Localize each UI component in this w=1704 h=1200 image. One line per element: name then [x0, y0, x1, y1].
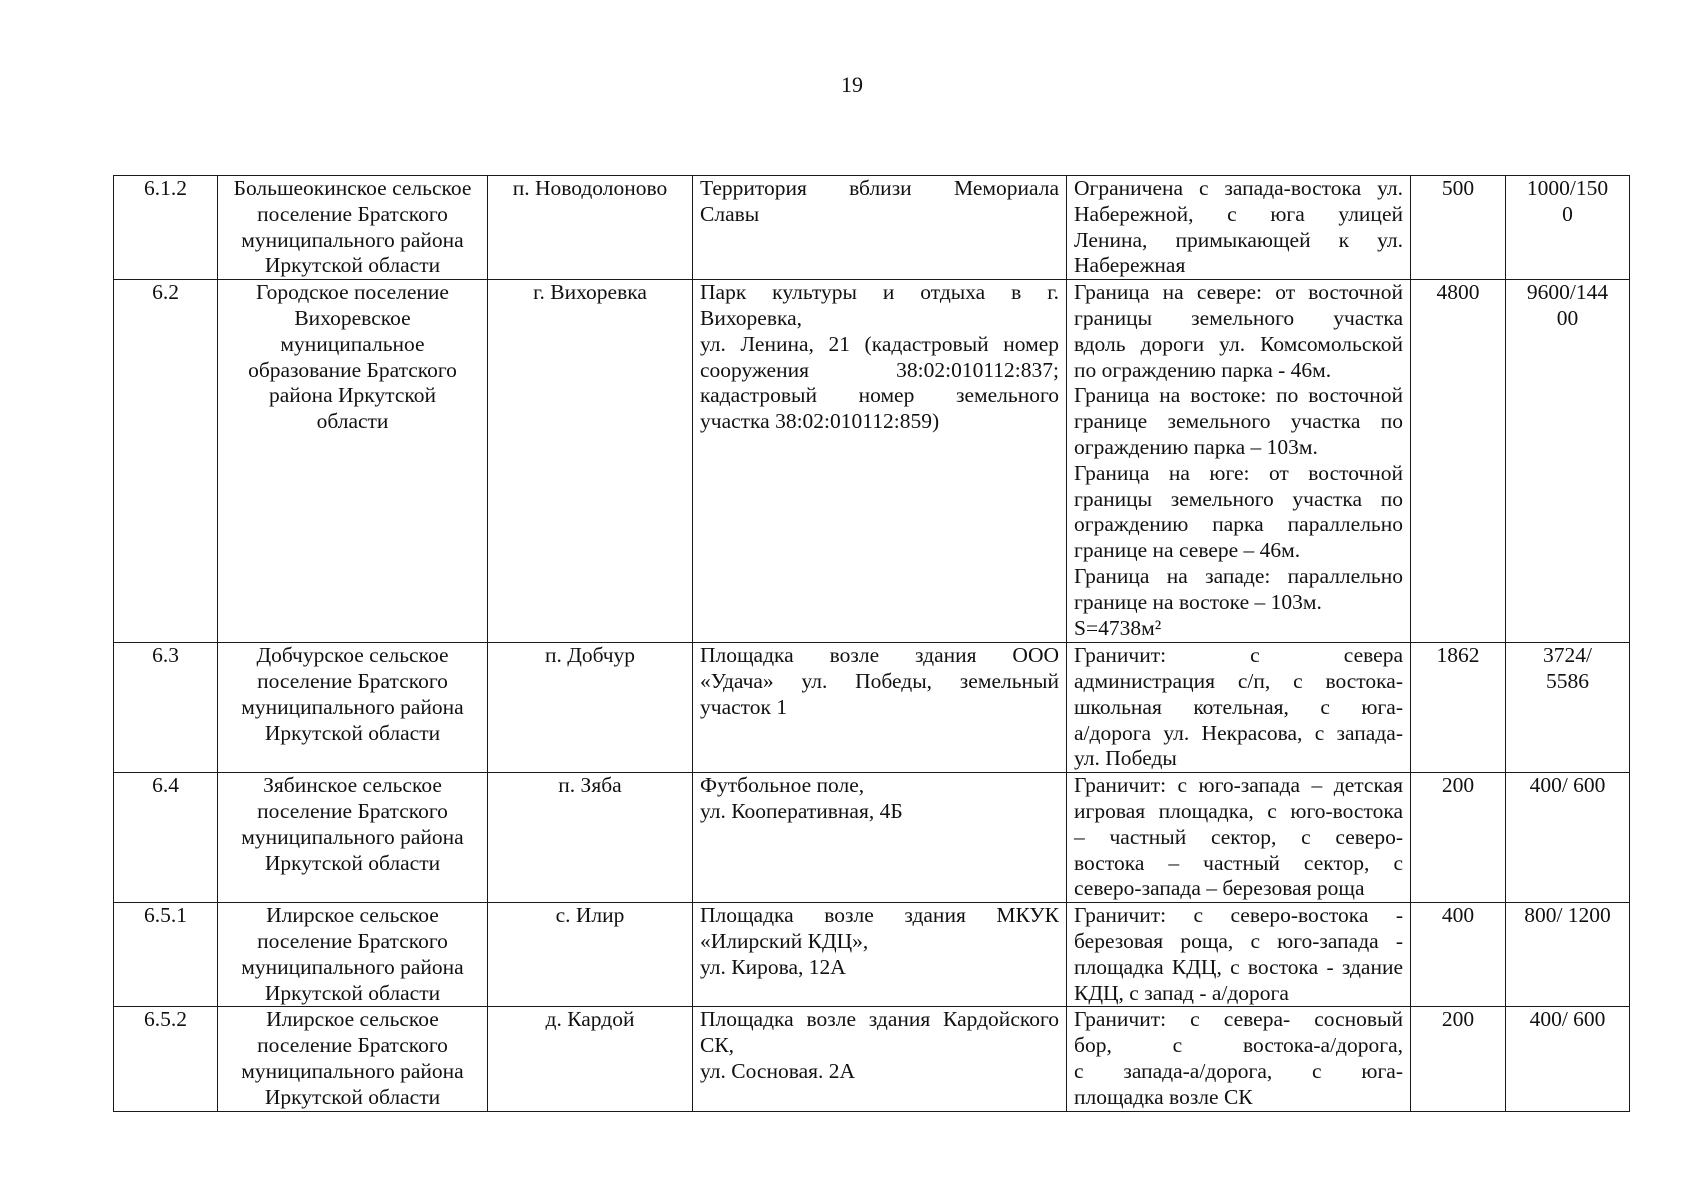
text-line: Площадка возле здания МКУК: [700, 903, 1059, 928]
text-line: Иркутской области: [264, 720, 441, 745]
text-line: 00: [1556, 305, 1579, 330]
area-value: 400: [1411, 903, 1506, 1007]
text-line: муниципальное: [280, 331, 425, 356]
area-value: 4800: [1411, 280, 1506, 643]
text-line: 3724/: [1543, 643, 1592, 668]
table-row: [114, 773, 1630, 903]
text-line: 400/ 600: [1529, 1007, 1606, 1032]
text-line: школьная котельная, с юга-: [1074, 694, 1403, 719]
text-line: Граница на севере: от восточной: [1074, 280, 1403, 305]
text-line: «Илирский КДЦ»,: [700, 928, 869, 953]
text-line: ограждению парка параллельно: [1074, 512, 1403, 537]
text-line: поселение Братского: [257, 668, 448, 693]
place-description: [693, 1007, 1067, 1111]
text-line: ул. Кирова, 12А: [700, 954, 846, 979]
page-number: 19: [841, 72, 863, 97]
text-line: Вихоревское: [294, 305, 411, 330]
text-line: Городское поселение: [256, 280, 449, 305]
text-line: муниципального района: [241, 694, 464, 719]
text-line: площадка КДЦ, с востока - здание: [1074, 954, 1403, 979]
locality: с. Илир: [488, 903, 693, 1007]
capacity-value: [1506, 280, 1630, 643]
table-row: [114, 1007, 1630, 1111]
text-line: Иркутской области: [264, 253, 441, 278]
text-line: Территория вблизи Мемориала: [700, 176, 1059, 200]
text-line: Граница на востоке: по восточной: [1074, 383, 1403, 408]
text-line: Граница на западе: параллельно: [1074, 563, 1403, 588]
text-line: ул. Сосновая. 2А: [700, 1058, 856, 1083]
text-line: Набережной, с юга улицей: [1074, 201, 1403, 226]
text-line: – частный сектор, с северо-: [1074, 824, 1403, 849]
text-line: муниципального района: [241, 227, 464, 252]
area-value: 500: [1411, 176, 1506, 280]
text-line: участка 38:02:010112:859): [700, 409, 940, 434]
place-description: [693, 773, 1067, 903]
text-line: образование Братского: [248, 357, 457, 382]
text-line: Площадка возле здания Кардойского: [700, 1007, 1059, 1032]
capacity-value: [1506, 903, 1630, 1007]
text-line: границы земельного участка: [1074, 305, 1403, 330]
text-line: Илирское сельское: [266, 1007, 439, 1032]
text-line: администрация с/п, с востока-: [1074, 668, 1403, 693]
row-number: 6.4: [114, 773, 218, 903]
locality: п. Новодолоново: [488, 176, 693, 280]
settlement-areas-table: [113, 175, 1630, 1112]
capacity-value: [1506, 1007, 1630, 1111]
text-line: участок 1: [700, 694, 788, 719]
text-line: Футбольное поле,: [700, 773, 865, 798]
boundary-description: [1067, 643, 1411, 773]
text-line: 400/ 600: [1529, 773, 1606, 798]
locality: г. Вихоревка: [488, 280, 693, 643]
text-line: Большеокинское сельское: [233, 176, 472, 200]
capacity-value: [1506, 773, 1630, 903]
place-description: [693, 176, 1067, 280]
area-value: 200: [1411, 773, 1506, 903]
settlement-name: [218, 773, 488, 903]
place-description: [693, 643, 1067, 773]
text-line: поселение Братского: [257, 201, 448, 226]
text-line: березовая роща, с юго-запада -: [1074, 928, 1403, 953]
place-description: [693, 903, 1067, 1007]
row-number: 6.1.2: [114, 176, 218, 280]
capacity-value: [1506, 643, 1630, 773]
text-line: Иркутской области: [264, 980, 441, 1005]
text-line: Граница на юге: от восточной: [1074, 460, 1403, 485]
text-line: границы земельного участка по: [1074, 486, 1403, 511]
table-row: [114, 643, 1630, 773]
text-line: Ленина, примыкающей к ул.: [1074, 227, 1403, 252]
text-line: Парк культуры и отдыха в г.: [700, 280, 1059, 305]
text-line: бор, с востока-а/дорога,: [1074, 1033, 1403, 1058]
text-line: Славы: [700, 201, 760, 226]
text-line: области: [316, 409, 389, 434]
boundary-description: [1067, 1007, 1411, 1111]
area-value: 1862: [1411, 643, 1506, 773]
boundary-description: [1067, 176, 1411, 280]
text-line: северо-запада – березовая роща: [1074, 876, 1365, 901]
area-value: 200: [1411, 1007, 1506, 1111]
boundary-description: [1067, 903, 1411, 1007]
text-line: муниципального района: [241, 954, 464, 979]
text-line: 0: [1562, 201, 1573, 226]
text-line: границе на севере – 46м.: [1074, 538, 1301, 563]
settlement-name: [218, 280, 488, 643]
settlement-name: [218, 1007, 488, 1111]
text-line: 1000/150: [1526, 176, 1609, 200]
text-line: «Удача» ул. Победы, земельный: [700, 668, 1059, 693]
boundary-description: [1067, 280, 1411, 643]
capacity-value: [1506, 176, 1630, 280]
text-line: 5586: [1546, 668, 1589, 693]
text-line: ограждению парка – 103м.: [1074, 434, 1318, 459]
text-line: ул. Кооперативная, 4Б: [700, 798, 903, 823]
row-number: 6.2: [114, 280, 218, 643]
text-line: 9600/144: [1526, 280, 1609, 305]
table-row: [114, 903, 1630, 1007]
locality: д. Кардой: [488, 1007, 693, 1111]
settlement-name: [218, 643, 488, 773]
text-line: поселение Братского: [257, 798, 448, 823]
text-line: КДЦ, с запад - а/дорога: [1074, 980, 1289, 1005]
text-line: Иркутской области: [264, 850, 441, 875]
text-line: с запада-а/дорога, с юга-: [1074, 1058, 1403, 1083]
text-line: ул. Ленина, 21 (кадастровый номер: [700, 331, 1059, 356]
text-line: Иркутской области: [264, 1084, 441, 1109]
boundary-description: [1067, 773, 1411, 903]
text-line: Граничит: с юго-запада – детская: [1074, 773, 1403, 798]
text-line: Вихоревка,: [700, 305, 803, 330]
settlement-name: [218, 176, 488, 280]
text-line: Ограничена с запада-востока ул.: [1074, 176, 1403, 200]
row-number: 6.5.1: [114, 903, 218, 1007]
table-row: [114, 176, 1630, 280]
text-line: Зябинское сельское: [263, 773, 442, 798]
place-description: [693, 280, 1067, 643]
text-line: ул. Победы: [1074, 746, 1177, 771]
text-line: поселение Братского: [257, 928, 448, 953]
text-line: границе на востоке – 103м.: [1074, 589, 1322, 614]
text-line: муниципального района: [241, 824, 464, 849]
row-number: 6.5.2: [114, 1007, 218, 1111]
text-line: а/дорога ул. Некрасова, с запада-: [1074, 720, 1403, 745]
text-line: Добчурское сельское: [256, 643, 449, 668]
text-line: поселение Братского: [257, 1033, 448, 1058]
text-line: площадка возле СК: [1074, 1084, 1253, 1109]
text-line: игровая площадка, с юго-востока: [1074, 798, 1403, 823]
locality: п. Зяба: [488, 773, 693, 903]
text-line: Илирское сельское: [266, 903, 439, 928]
text-line: 800/ 1200: [1524, 903, 1611, 928]
text-line: Площадка возле здания ООО: [700, 643, 1059, 668]
table-row: [114, 280, 1630, 643]
text-line: кадастровый номер земельного: [700, 383, 1059, 408]
text-line: Граничит: с севера: [1074, 643, 1403, 668]
text-line: границе земельного участка по: [1074, 409, 1403, 434]
locality: п. Добчур: [488, 643, 693, 773]
text-line: сооружения 38:02:010112:837;: [700, 357, 1059, 382]
text-line: востока – частный сектор, с: [1074, 850, 1403, 875]
text-line: S=4738м²: [1074, 615, 1162, 640]
text-line: Граничит: с севера- сосновый: [1074, 1007, 1403, 1032]
text-line: СК,: [700, 1033, 735, 1058]
text-line: муниципального района: [241, 1058, 464, 1083]
text-line: Набережная: [1074, 253, 1186, 278]
text-line: района Иркутской: [269, 383, 436, 408]
text-line: вдоль дороги ул. Комсомольской: [1074, 331, 1403, 356]
text-line: по ограждению парка - 46м.: [1074, 357, 1332, 382]
settlement-name: [218, 903, 488, 1007]
row-number: 6.3: [114, 643, 218, 773]
text-line: Граничит: с северо-востока -: [1074, 903, 1403, 928]
